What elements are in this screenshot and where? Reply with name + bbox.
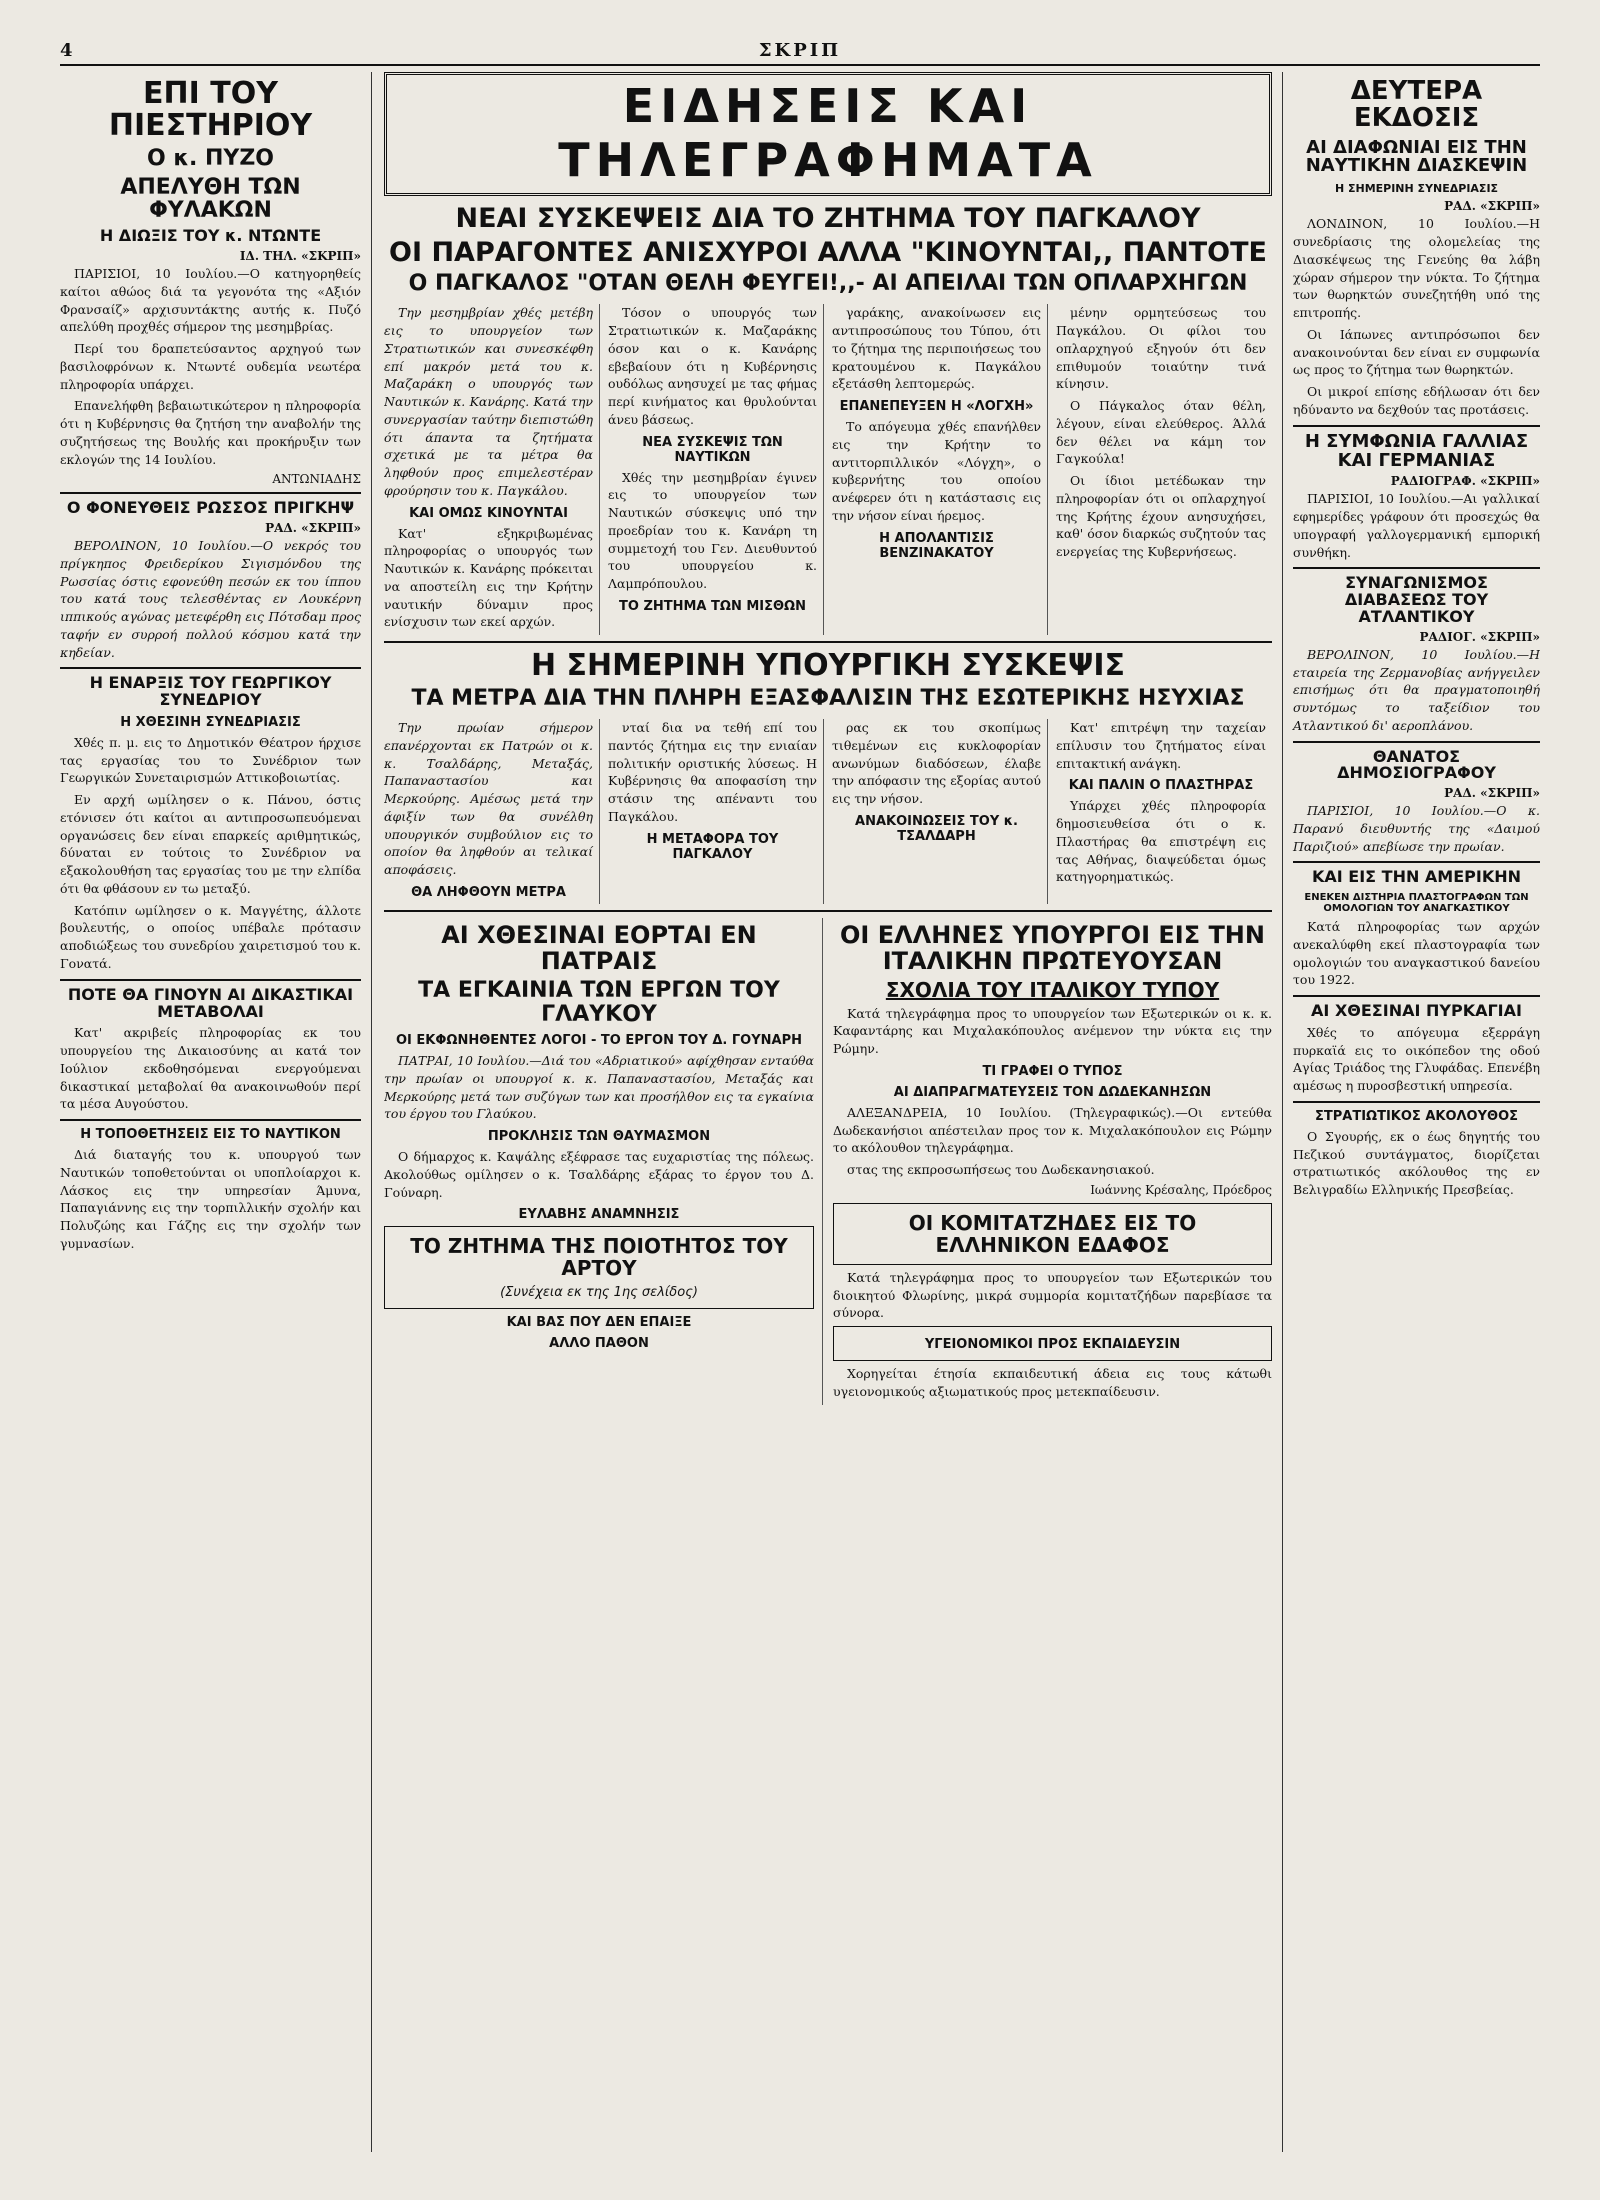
patras-story bbox=[384, 918, 823, 1405]
right-headline-america: ΚΑΙ ΕΙΣ ΤΗΝ ΑΜΕΡΙΚΗΝ bbox=[1311, 867, 1522, 887]
left-column bbox=[60, 72, 372, 2152]
left-headline: ΕΠΙ ΤΟΥ ΠΙΕΣΤΗΡΙΟΥ bbox=[108, 76, 313, 143]
article-paragraph: μένην ορμητεύσεως του Παγκάλου. Οι φίλοι του οπλαρχηγού εξηγούν ότι δεν επιθυμούν τοιαύτην τινά κίνησιν. bbox=[1056, 305, 1266, 392]
subhead: ΤΙ ΓΡΑΦΕΙ Ο ΤΥΠΟΣ bbox=[982, 1063, 1123, 1079]
left-subheadline-3: Η ΔΙΩΞΙΣ ΤΟΥ κ. ΝΤΩΝΤΕ bbox=[99, 226, 322, 246]
subhead: ΑΛΛΟ ΠΑΘΟΝ bbox=[549, 1336, 649, 1352]
rome-headline: ΟΙ ΕΛΛΗΝΕΣ ΥΠΟΥΡΓΟΙ ΕΙΣ ΤΗΝ ΙΤΑΛΙΚΗΝ ΠΡΩΤΕΥΟΥΣΑΝ bbox=[840, 920, 1265, 976]
article-paragraph: στας της εκπροσωπήσεως του Δωδεκανησιακού. bbox=[847, 1162, 1155, 1178]
cabinet-subheadline: ΤΑ ΜΕΤΡΑ ΔΙΑ ΤΗΝ ΠΛΗΡΗ ΕΞΑΣΦΑΛΙΣΙΝ ΤΗΣ ΕΣΩΤΕΡΙΚΗΣ ΗΣΥΧΙΑΣ bbox=[411, 686, 1245, 712]
article-paragraph: ΒΕΡΟΛΙΝΟΝ, 10 Ιουλίου.—Ο νεκρός του πρίγκηπος Φρειδερίκου Σιγισμόνδου της Ρωσσίας όστις εφονεύθη πεσών εκ του ίππου του κατά τους τελεσθέντας εν Λουκέρνη ιππικούς αγώνας μετεφέρθη εις Πότσδαμ προς ταφήν εν συρροή πολλού κόσμου κατά την κηδείαν. bbox=[60, 538, 361, 660]
subhead: Η ΜΕΤΑΦΟΡΑ ΤΟΥ ΠΑΓΚΑΛΟΥ bbox=[646, 831, 779, 862]
article-paragraph: ΠΑΡΙΣΙΟΙ, 10 Ιουλίου.—Αι γαλλικαί εφημερίδες γράφουν ότι προσεχώς θα υπογραφή γαλλογερμανική εμπορική συνθήκη. bbox=[1293, 491, 1540, 560]
article-paragraph: Οι μικροί επίσης εδήλωσαν ότι δεν ηδύναντο να δεχθούν τας προτάσεις. bbox=[1293, 384, 1540, 417]
section-banner bbox=[384, 72, 1272, 196]
article-paragraph: Το απόγευμα χθές επανήλθεν εις την Κρήτην το αντιτορπιλλικόν «Λόγχη», ο κυβερνήτης του οποίου ανέφερεν ότι η κατάστασις εις την νήσον είναι ήρεμος. bbox=[832, 419, 1041, 523]
column bbox=[1056, 304, 1272, 635]
subhead: ΑΙ ΔΙΑΠΡΑΓΜΑΤΕΥΣΕΙΣ ΤΟΝ ΔΩΔΕΚΑΝΗΣΩΝ bbox=[893, 1084, 1212, 1100]
center-section bbox=[384, 72, 1272, 2152]
right-subheadline: ΑΙ ΔΙΑΦΩΝΙΑΙ ΕΙΣ ΤΗΝ ΝΑΥΤΙΚΗΝ ΔΙΑΣΚΕΨΙΝ bbox=[1305, 136, 1528, 177]
article-paragraph: Υπάρχει χθές πληροφορία δημοσιευθείσα ότι ο κ. Πλαστήρας θα επιστρέψη εις τας Αθήνας, διαψεύδεται όμως κατηγορηματικώς. bbox=[1056, 798, 1266, 885]
left-subhead-session: Η ΧΘΕΣΙΝΗ ΣΥΝΕΔΡΙΑΣΙΣ bbox=[120, 714, 301, 730]
dateline: ΡΑΔΙΟΓ. «ΣΚΡΙΠ» bbox=[1419, 629, 1540, 644]
article-paragraph: Κατά τηλεγράφημα προς το υπουργείον των Εξωτερικών του διοικητού Φλωρίνης, μικρά συμμορία κομιτατζήδων παρεβίασε τα σύνορα. bbox=[833, 1269, 1272, 1321]
lower-stories bbox=[384, 918, 1272, 1405]
subhead: ΤΟ ΖΗΤΗΜΑ ΤΩΝ ΜΙΣΘΩΝ bbox=[619, 598, 806, 614]
article-paragraph: Εν αρχή ωμίλησεν ο κ. Πάνου, όστις ετόνισεν ότι καίτοι αι αντιπροσωπευόμεναι οργανώσεις δεν είναι επαρκείς αριθμητικώς, δύναται εν τούτοις το Συνέδριον να εξακολουθήση τας εργασίας του με την ελπίδα ότι θα φθάσουν εν τω μεταξύ. bbox=[60, 792, 361, 896]
article-paragraph: Ο Πάγκαλος όταν θέλη, λέγουν, είναι ελεύθερος. Άλλά δεν θέλει να κάμη τον Γαγκούλα! bbox=[1056, 398, 1266, 467]
patras-headline-2: ΤΑ ΕΓΚΑΙΝΙΑ ΤΩΝ ΕΡΓΩΝ ΤΟΥ ΓΛΑΥΚΟΥ bbox=[418, 977, 780, 1027]
column bbox=[1056, 719, 1272, 904]
article-paragraph: Τόσον ο υπουργός των Στρατιωτικών κ. Μαζαράκης όσον και ο κ. Κανάρης εβεβαίουν ότι η Κυβέρνησις ουδόλως ανησυχεί με τας φήμας περί κινήματος και θρυλούνται άνευ βάσεως. bbox=[608, 305, 817, 427]
subhead: ΝΕΑ ΣΥΣΚΕΨΙΣ ΤΩΝ ΝΑΥΤΙΚΩΝ bbox=[642, 434, 783, 465]
subhead: Η ΑΠΟΛΑΝΤΙΣΙΣ ΒΕΝΖΙΝΑΚΑΤΟΥ bbox=[879, 530, 994, 561]
left-subheadline-2: ΑΠΕΛΥΘΗ ΤΩΝ ΦΥΛΑΚΩΝ bbox=[120, 175, 301, 224]
right-subhead-forgery: ΕΝΕΚΕΝ ΔΙΣΤΗΡΙΑ ΠΛΑΣΤΟΓΡΑΦΩΝ ΤΩΝ ΟΜΟΛΟΓΙΩΝ ΤΟΥ ΑΝΑΓΚΑΣΤΙΚΟΥ bbox=[1304, 892, 1529, 915]
pangalos-columns bbox=[384, 304, 1272, 635]
masthead bbox=[60, 40, 1540, 66]
bread-headline: ΤΟ ΖΗΤΗΜΑ ΤΗΣ ΠΟΙΟΤΗΤΟΣ ΤΟΥ ΑΡΤΟΥ bbox=[410, 1234, 788, 1281]
signature: Ιωάννης Κρέσαλης, Πρόεδρος bbox=[1090, 1182, 1272, 1197]
article-paragraph: Χορηγείται έτησία εκπαιδευτική άδεια εις τους κάτωθι υγειονομικούς αξιωματικούς προς μετεκπαίδευσιν. bbox=[833, 1366, 1272, 1399]
dateline: ΡΑΔ. «ΣΚΡΙΠ» bbox=[1444, 199, 1540, 214]
subhead: ΘΑ ΛΗΦΘΟΥΝ ΜΕΤΡΑ bbox=[411, 884, 566, 900]
medical-box bbox=[833, 1326, 1272, 1361]
article-paragraph: Χθές το απόγευμα εξερράγη πυρκαϊά εις το οικόπεδον της οδού Αγίας Τριάδος της Γλυφάδας. Επενέβη αμέσως η πυροσβεστική υπηρεσία. bbox=[1293, 1024, 1540, 1094]
article-paragraph: ρας εκ του σκοπίμως τιθεμένων εις κυκλοφορίαν ανωνύμων διαδόσεων, έλαβε την απόφασιν της εξορίας αυτού εις την νήσον. bbox=[832, 720, 1041, 807]
right-headline-military: ΣΤΡΑΤΙΩΤΙΚΟΣ ΑΚΟΛΟΥΘΟΣ bbox=[1314, 1108, 1519, 1124]
right-subhead: Η ΣΗΜΕΡΙΝΗ ΣΥΝΕΔΡΙΑΣΙΣ bbox=[1334, 182, 1499, 196]
right-headline-fires: ΑΙ ΧΘΕΣΙΝΑΙ ΠΥΡΚΑΓΙΑΙ bbox=[1311, 1001, 1522, 1021]
banner-title: ΕΙΔΗΣΕΙΣ ΚΑΙ ΤΗΛΕΓΡΑΦΗΜΑΤΑ bbox=[558, 79, 1098, 187]
subhead: ΕΠΑΝΕΠΕΥΞΕΝ Η «ΛΟΓΧΗ» bbox=[839, 399, 1034, 415]
article-paragraph: Κατ' ακριβείς πληροφορίας εκ του υπουργείου της Δικαιοσύνης αι κατά τον Ιούλιον εκδοθησόμεναι ενεργούμεναι δικαστικαί μεταβολαί θα ανακοινωθούν περί τα μέσα Αυγούστου. bbox=[60, 1025, 361, 1112]
bread-box bbox=[384, 1226, 814, 1309]
article-paragraph: Κατά τηλεγράφημα προς το υπουργείον των Εξωτερικών οι κ. κ. Καφαντάρης και Μιχαλακόπουλος ανέμενον την νύκτα εις την Ρώμην. bbox=[833, 1005, 1272, 1057]
rome-story bbox=[833, 918, 1272, 1405]
article-paragraph: Επανελήφθη βεβαιωτικώτερον η πληροφορία ότι η Κυβέρνησις θα ζητήση την αναβολήν της συζητήσεως της Βουλής και προκήρυξιν των εκλογών της 14 Ιουλίου. bbox=[60, 398, 361, 467]
subhead: ΚΑΙ ΒΑΣ ΠΟΥ ΔΕΝ ΕΠΑΙΞΕ bbox=[506, 1315, 692, 1331]
article-paragraph: Περί του δραπετεύσαντος αρχηγού των βασιλοφρόνων κ. Ντωντέ ουδεμία νεωτέρα πληροφορία υπάρχει. bbox=[60, 341, 361, 392]
article-paragraph: Κατ' επιτρέψη την ταχείαν επίλυσιν του ζητήματος είναι επιτακτική ανάγκη. bbox=[1056, 720, 1266, 771]
column bbox=[832, 304, 1048, 635]
left-headline-prince: Ο ΦΟΝΕΥΘΕΙΣ ΡΩΣΣΟΣ ΠΡΙΓΚΗΨ bbox=[66, 498, 355, 518]
article-paragraph: Κατ' εξηκριβωμένας πληροφορίας ο υπουργός των Ναυτικών κ. Κανάρης πρόκειται να αποστείλη εις την Κρήτην ναυτικήν δύναμιν προς ενίσχυσιν των εκεί αρχών. bbox=[384, 525, 593, 630]
patras-kicker: ΟΙ ΕΚΦΩΝΗΘΕΝΤΕΣ ΛΟΓΟΙ - ΤΟ ΕΡΓΟΝ ΤΟΥ Δ. ΓΟΥΝΑΡΗ bbox=[395, 1033, 802, 1049]
left-headline-judicial: ΠΟΤΕ ΘΑ ΓΙΝΟΥΝ ΑΙ ΔΙΚΑΣΤΙΚΑΙ ΜΕΤΑΒΟΛΑΙ bbox=[67, 984, 354, 1021]
medical-headline: ΥΓΕΙΟΝΟΜΙΚΟΙ ΠΡΟΣ ΕΚΠΑΙΔΕΥΣΙΝ bbox=[924, 1337, 1181, 1353]
comitadji-headline: ΟΙ ΚΟΜΙΤΑΤΖΗΔΕΣ ΕΙΣ ΤΟ ΕΛΛΗΝΙΚΟΝ ΕΔΑΦΟΣ bbox=[908, 1210, 1197, 1257]
second-edition-headline: ΔΕΥΤΕΡΑ ΕΚΔΟΣΙΣ bbox=[1350, 76, 1483, 134]
article-paragraph: Την μεσημβρίαν χθές μετέβη εις το υπουργείον των Στρατιωτικών και συνεσκέφθη επί μακρόν μετά του κ. Μαζαράκη ο υπουργός των Ναυτικών κ. Κανάρης. Κατά την συνεργασίαν ταύτην διεπιστώθη ότι άπαντα τα ζητήματα σχετικά με τα μέτρα θα ληφθούν προς επιμελεστέραν φρούρησιν του κ. Παγκάλου. bbox=[384, 305, 593, 498]
article-paragraph: Κατόπιν ωμίλησεν ο κ. Μαγγέτης, άλλοτε βουλευτής, ο οποίος υπέβαλε πρότασιν αποδιώξεως του συνεδρίου χαιρετισμού του κ. Γονατά. bbox=[60, 902, 361, 971]
column bbox=[832, 719, 1048, 904]
right-headline-death: ΘΑΝΑΤΟΣ ΔΗΜΟΣΙΟΓΡΑΦΟΥ bbox=[1337, 746, 1496, 783]
article-paragraph: ΑΛΕΞΑΝΔΡΕΙΑ, 10 Ιουλίου. (Τηλεγραφικώς).—Οι εντεύθα Δωδεκανήσιοι απέστειλαν προς τον κ. Μιχαλακόπουλον εις Ρώμην το ακόλουθον τηλεγράφημα. bbox=[833, 1104, 1272, 1156]
main-headline-3: Ο ΠΑΓΚΑΛΟΣ "ΟΤΑΝ ΘΕΛΗ ΦΕΥΓΕΙ!,,- ΑΙ ΑΠΕΙΛΑΙ ΤΩΝ ΟΠΛΑΡΧΗΓΩΝ bbox=[408, 271, 1248, 297]
cabinet-headline: Η ΣΗΜΕΡΙΝΗ ΥΠΟΥΡΓΙΚΗ ΣΥΣΚΕΨΙΣ bbox=[530, 648, 1126, 684]
patras-headline: ΑΙ ΧΘΕΣΙΝΑΙ ΕΟΡΤΑΙ ΕΝ ΠΑΤΡΑΙΣ bbox=[441, 920, 757, 976]
signature: ΑΝΤΩΝΙΑΔΗΣ bbox=[272, 472, 361, 487]
dateline: ΡΑΔΙΟΓΡΑΦ. «ΣΚΡΙΠ» bbox=[1390, 474, 1540, 489]
column bbox=[608, 719, 824, 904]
article-paragraph: γαράκης, ανακοίνωσεν εις αντιπροσώπους του Τύπου, ότι το ζήτημα της περιποιήσεως του κρατουμένου κ. Παγκάλου εξετάσθη λεπτομερώς. bbox=[832, 305, 1041, 392]
left-subheadline: Ο κ. ΠΥΖΟ bbox=[146, 146, 274, 171]
article-paragraph: νταί δια να τεθή επί του παντός ζήτημα εις την ενιαίαν πολιτικήν οριστικής λύσεως. Η Κυβέρνησις θα αποφασίση την στάσιν της απέναντι του Παγκάλου. bbox=[608, 720, 817, 824]
article-paragraph: Οι ίδιοι μετέδωκαν την πληροφορίαν ότι οι οπλαρχηγοί της Κρήτης έχουν ανησυχήσει, καθ' όσον διαρκώς συζητούν τας ενεργείας της Κυβερνήσεως. bbox=[1056, 473, 1266, 560]
column bbox=[608, 304, 824, 635]
right-column bbox=[1282, 72, 1540, 2152]
dateline: ΡΑΔ. «ΣΚΡΙΠ» bbox=[1444, 786, 1540, 801]
article-paragraph: Την πρωίαν σήμερον επανέρχονται εκ Πατρών οι κ. κ. Τσαλδάρης, Μεταξάς, Παπαναστασίου και Μερκούρης. Αμέσως μετά την άφιξίν των θα συνέλθη υπουργικόν συμβούλιον εις το οποίον θα ληφθούν αι τελικαί αποφάσεις. bbox=[384, 720, 593, 878]
subhead: ΕΥΛΑΒΗΣ ΑΝΑΜΝΗΣΙΣ bbox=[518, 1207, 680, 1223]
subhead: ΠΡΟΚΛΗΣΙΣ ΤΩΝ ΘΑΥΜΑΣΜΟΝ bbox=[487, 1129, 711, 1145]
dateline: ΡΑΔ. «ΣΚΡΙΠ» bbox=[265, 521, 361, 536]
cabinet-columns bbox=[384, 719, 1272, 904]
column bbox=[384, 304, 600, 635]
right-headline-agreement: Η ΣΥΜΦΩΝΙΑ ΓΑΛΛΙΑΣ ΚΑΙ ΓΕΡΜΑΝΙΑΣ bbox=[1304, 430, 1529, 471]
article-paragraph: Χθές π. μ. εις το Δημοτικόν Θέατρον ήρχισε τας εργασίας του το Συνέδριον των Γεωργικών Συνεταιρισμών Αττικοβοιωτίας. bbox=[60, 734, 361, 786]
article-paragraph: Ο δήμαρχος κ. Καψάλης εξέφρασε τας ευχαριστίας της πόλεως. Ακολούθως ομίλησεν ο κ. Τσαλδάρης εξάρας το έργον του Δ. Γούναρη. bbox=[384, 1149, 814, 1200]
right-headline-atlantic: ΣΥΝΑΓΩΝΙΣΜΟΣ ΔΙΑΒΑΣΕΩΣ ΤΟΥ ΑΤΛΑΝΤΙΚΟΥ bbox=[1344, 573, 1489, 626]
left-headline-congress: Η ΕΝΑΡΞΙΣ ΤΟΥ ΓΕΩΡΓΙΚΟΥ ΣΥΝΕΔΡΙΟΥ bbox=[89, 673, 332, 710]
article-paragraph: Κατά πληροφορίας των αρχών ανεκαλύφθη εκεί πλαστογραφία των ομολογιών του αναγκαστικού δανείου του 1922. bbox=[1293, 919, 1540, 988]
article-paragraph: Διά διαταγής του κ. υπουργού των Ναυτικών τοποθετούνται οι υποπλοίαρχοι κ. Λάσκος εις την υπηρεσίαν Άμυνα, Παπαγιάννης εις την τορπιλλικήν σχολήν και Πολυζώης και Γάζης εις την σχολήν των γυμνασίων. bbox=[60, 1147, 361, 1251]
dateline: ΙΔ. ΤΗΛ. «ΣΚΡΙΠ» bbox=[239, 249, 361, 264]
article-paragraph: Ο Σγουρής, εκ ο έως δηγητής του Πεζικού συντάγματος, διορίζεται στρατιωτικός ακόλουθος της εν Βελιγραδίω Ελληνικής Πρεσβείας. bbox=[1293, 1128, 1540, 1198]
main-headline: ΝΕΑΙ ΣΥΣΚΕΨΕΙΣ ΔΙΑ ΤΟ ΖΗΤΗΜΑ ΤΟΥ ΠΑΓΚΑΛΟΥ bbox=[455, 203, 1201, 234]
article-paragraph: ΒΕΡΟΛΙΝΟΝ, 10 Ιουλίου.—Η εταιρεία της Ζερμανοβίας ανήγγειλεν επισήμως ότι θα πραγματοποιηθή συντόμως το ταξείδιον του Ατλαντικού δι' αεροπλάνου. bbox=[1293, 646, 1540, 733]
article-paragraph: ΠΑΡΙΣΙΟΙ, 10 Ιουλίου.—Ο κατηγορηθείς καίτοι αθώος διά τα γεγονότα της «Αξιόν Φρανσαίζ» αρχισυντάκτης αυτής κ. Πυζό απελύθη προχθές σήμερον της μεσημβρίας. bbox=[60, 266, 361, 335]
comitadji-box bbox=[833, 1203, 1272, 1265]
newspaper-name: ΣΚΡΙΠ bbox=[758, 40, 842, 61]
page-number: 4 bbox=[60, 40, 73, 61]
subhead: ΑΝΑΚΟΙΝΩΣΕΙΣ ΤΟΥ κ. ΤΣΑΛΔΑΡΗ bbox=[855, 813, 1018, 844]
column bbox=[384, 719, 600, 904]
article-paragraph: Χθές την μεσημβρίαν έγινεν εις το υπουργείον των Ναυτικών σύσκεψις υπό την προεδρίαν του κ. Κανάρη τη συμμετοχή του Γεν. Διευθυντού του υπουργείου κ. Λαμπρόπουλου. bbox=[608, 469, 817, 592]
subhead: ΚΑΙ ΟΜΩΣ ΚΙΝΟΥΝΤΑΙ bbox=[409, 505, 568, 521]
bread-note: (Συνέχεια εκ της 1ης σελίδος) bbox=[500, 1285, 698, 1301]
article-paragraph: Οι Ιάπωνες αντιπρόσωποι δεν ανακοινούνται δεν είναι εν συμφωνία ως προς το ζήτημα των θωρηκτών. bbox=[1293, 326, 1540, 378]
subhead: ΚΑΙ ΠΑΛΙΝ Ο ΠΛΑΣΤΗΡΑΣ bbox=[1068, 778, 1254, 794]
article-paragraph: ΠΑΤΡΑΙ, 10 Ιουλίου.—Διά του «Αδριατικού» αφίχθησαν ενταύθα την πρωίαν οι υπουργοί κ. κ. Παπαναστασίου, Μεταξάς και Μερκούρης μετά των συζύγων των και προσήλθον εις τα εγκαίνια του έργου του Γλαύκου. bbox=[384, 1053, 814, 1122]
article-paragraph: ΠΑΡΙΣΙΟΙ, 10 Ιουλίου.—Ο κ. Παρανύ διευθυντής της «Δαιμού Παριζιού» απεβίωσε την πρωίαν. bbox=[1293, 803, 1540, 854]
left-headline-navy: Η ΤΟΠΟΘΕΤΗΣΕΙΣ ΕΙΣ ΤΟ ΝΑΥΤΙΚΟΝ bbox=[80, 1127, 341, 1143]
rome-subheadline: ΣΧΟΛΙΑ ΤΟΥ ΙΤΑΛΙΚΟΥ ΤΥΠΟΥ bbox=[885, 977, 1220, 1002]
article-paragraph: ΛΟΝΔΙΝΟΝ, 10 Ιουλίου.—Η συνεδρίασις της ολομελείας της Διασκέψεως της Γενεύης θα λάβη χώραν σήμερον την νύκτα. Το ζήτημα των θωρηκτών συνεζητήθη υπό της επιτροπής. bbox=[1293, 216, 1540, 321]
main-headline-2: ΟΙ ΠΑΡΑΓΟΝΤΕΣ ΑΝΙΣΧΥΡΟΙ ΑΛΛΑ "ΚΙΝΟΥΝΤΑΙ,, ΠΑΝΤΟΤΕ bbox=[389, 236, 1267, 268]
